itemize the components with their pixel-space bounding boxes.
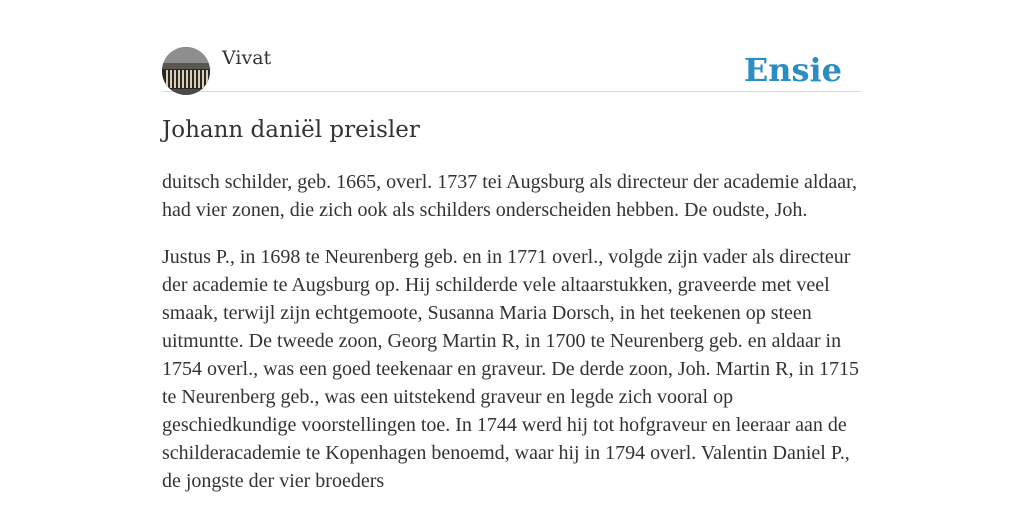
page-title: Johann daniël preisler xyxy=(162,117,420,143)
header xyxy=(162,0,862,92)
avatar-image xyxy=(162,47,210,95)
user-avatar-icon[interactable] xyxy=(162,47,210,95)
paragraph: Justus P., in 1698 te Neurenberg geb. en in 1771 overl., volgde zijn vader als directeur der academie te Augsburg op. Hij schilderde vele altaarstukken, graveerde met veel smaak, terwijl zijn echtgemoote, Susanna Maria Dorsch, in het teekenen op steen uitmuntte. De tweede zoon, Georg Martin R, in 1700 te Neurenberg geb. en aldaar in 1754 overl., was een goed teekenaar en graveur. De derde zoon, Joh. Martin R, in 1715 te Neurenberg geb., was een uitstekend graveur en legde zich vooral op geschiedkundige voorstellingen toe. In 1744 werd hij tot hofgraveur en leeraar aan de schilderacademie te Kopenhagen benoemd, waar hij in 1794 overl. Valentin Daniel P., de jongste der vier broeders xyxy=(162,246,860,492)
article-body xyxy=(162,168,862,512)
username-link[interactable]: Vivat xyxy=(222,47,272,69)
brand-logo[interactable]: Ensie xyxy=(743,51,842,89)
page xyxy=(162,0,862,512)
paragraph: duitsch schilder, geb. 1665, overl. 1737 tei Augsburg als directeur der academie aldaar, had vier zonen, die zich ook als schilders onderscheiden hebben. De oudste, Joh. xyxy=(162,171,858,221)
